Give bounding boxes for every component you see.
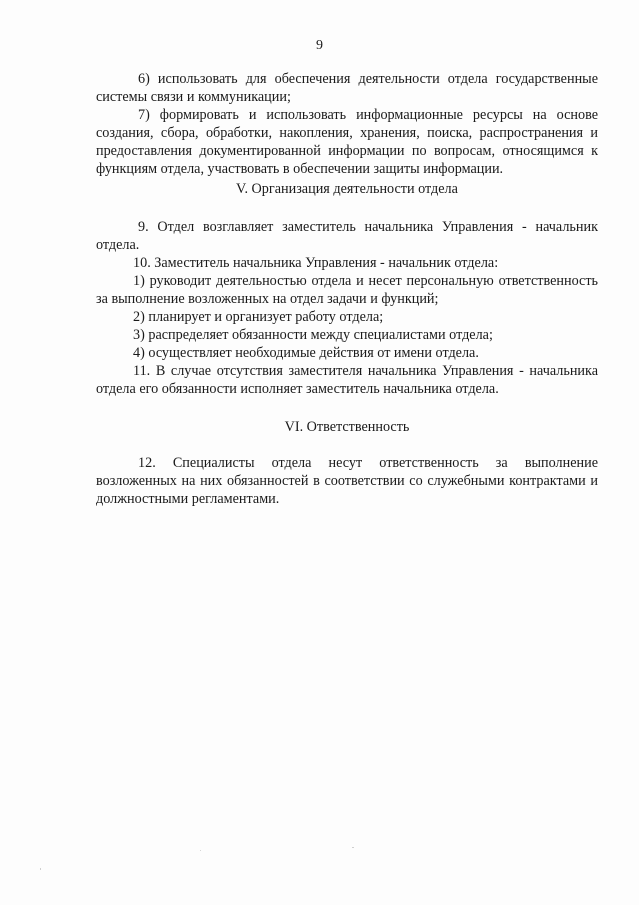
paragraph-duty-2: 2) планирует и организует работу отдела; xyxy=(133,309,384,325)
paragraph-clause-9: 9. Отдел возглавляет заместитель начальника Управления - начальник отдела. xyxy=(96,219,598,253)
scan-speck xyxy=(40,868,41,870)
paragraph-clause-10: 10. Заместитель начальника Управления - начальник отдела: xyxy=(133,255,499,271)
spacer xyxy=(96,198,598,218)
paragraph-item-7: 7) формировать и использовать информационные ресурсы на основе создания, сбора, обработки, накопления, хранения, поиска, распространения и предоставления документированной информации по вопросам, относящимся к функциям отдела, участвовать в обеспечении защиты информации. xyxy=(96,107,598,177)
spacer xyxy=(96,398,598,418)
paragraph-duty-1: 1) руководит деятельностью отдела и несет персональную ответственность за выполнение возложенных на отдел задачи и функций; xyxy=(96,273,598,307)
section-heading-responsibility: VI. Ответственность xyxy=(284,419,410,435)
document-body xyxy=(96,70,598,508)
paragraph-clause-12: 12. Специалисты отдела несут ответственность за выполнение возложенных на них обязанностей в соответствии со служебными контрактами и должностными регламентами. xyxy=(96,455,598,507)
paragraph-item-6: 6) использовать для обеспечения деятельности отдела государственные системы связи и коммуникации; xyxy=(96,71,598,105)
paragraph-duty-3: 3) распределяет обязанности между специалистами отдела; xyxy=(133,327,493,343)
scan-speck xyxy=(352,847,354,848)
section-heading-organization: V. Организация деятельности отдела xyxy=(236,181,458,197)
scan-speck xyxy=(200,850,201,851)
paragraph-clause-11: 11. В случае отсутствия заместителя начальника Управления - начальника отдела его обязанности исполняет заместитель начальника отдела. xyxy=(96,363,598,397)
paragraph-duty-4: 4) осуществляет необходимые действия от имени отдела. xyxy=(133,345,479,361)
spacer xyxy=(96,436,598,454)
page-number: 9 xyxy=(316,38,323,53)
